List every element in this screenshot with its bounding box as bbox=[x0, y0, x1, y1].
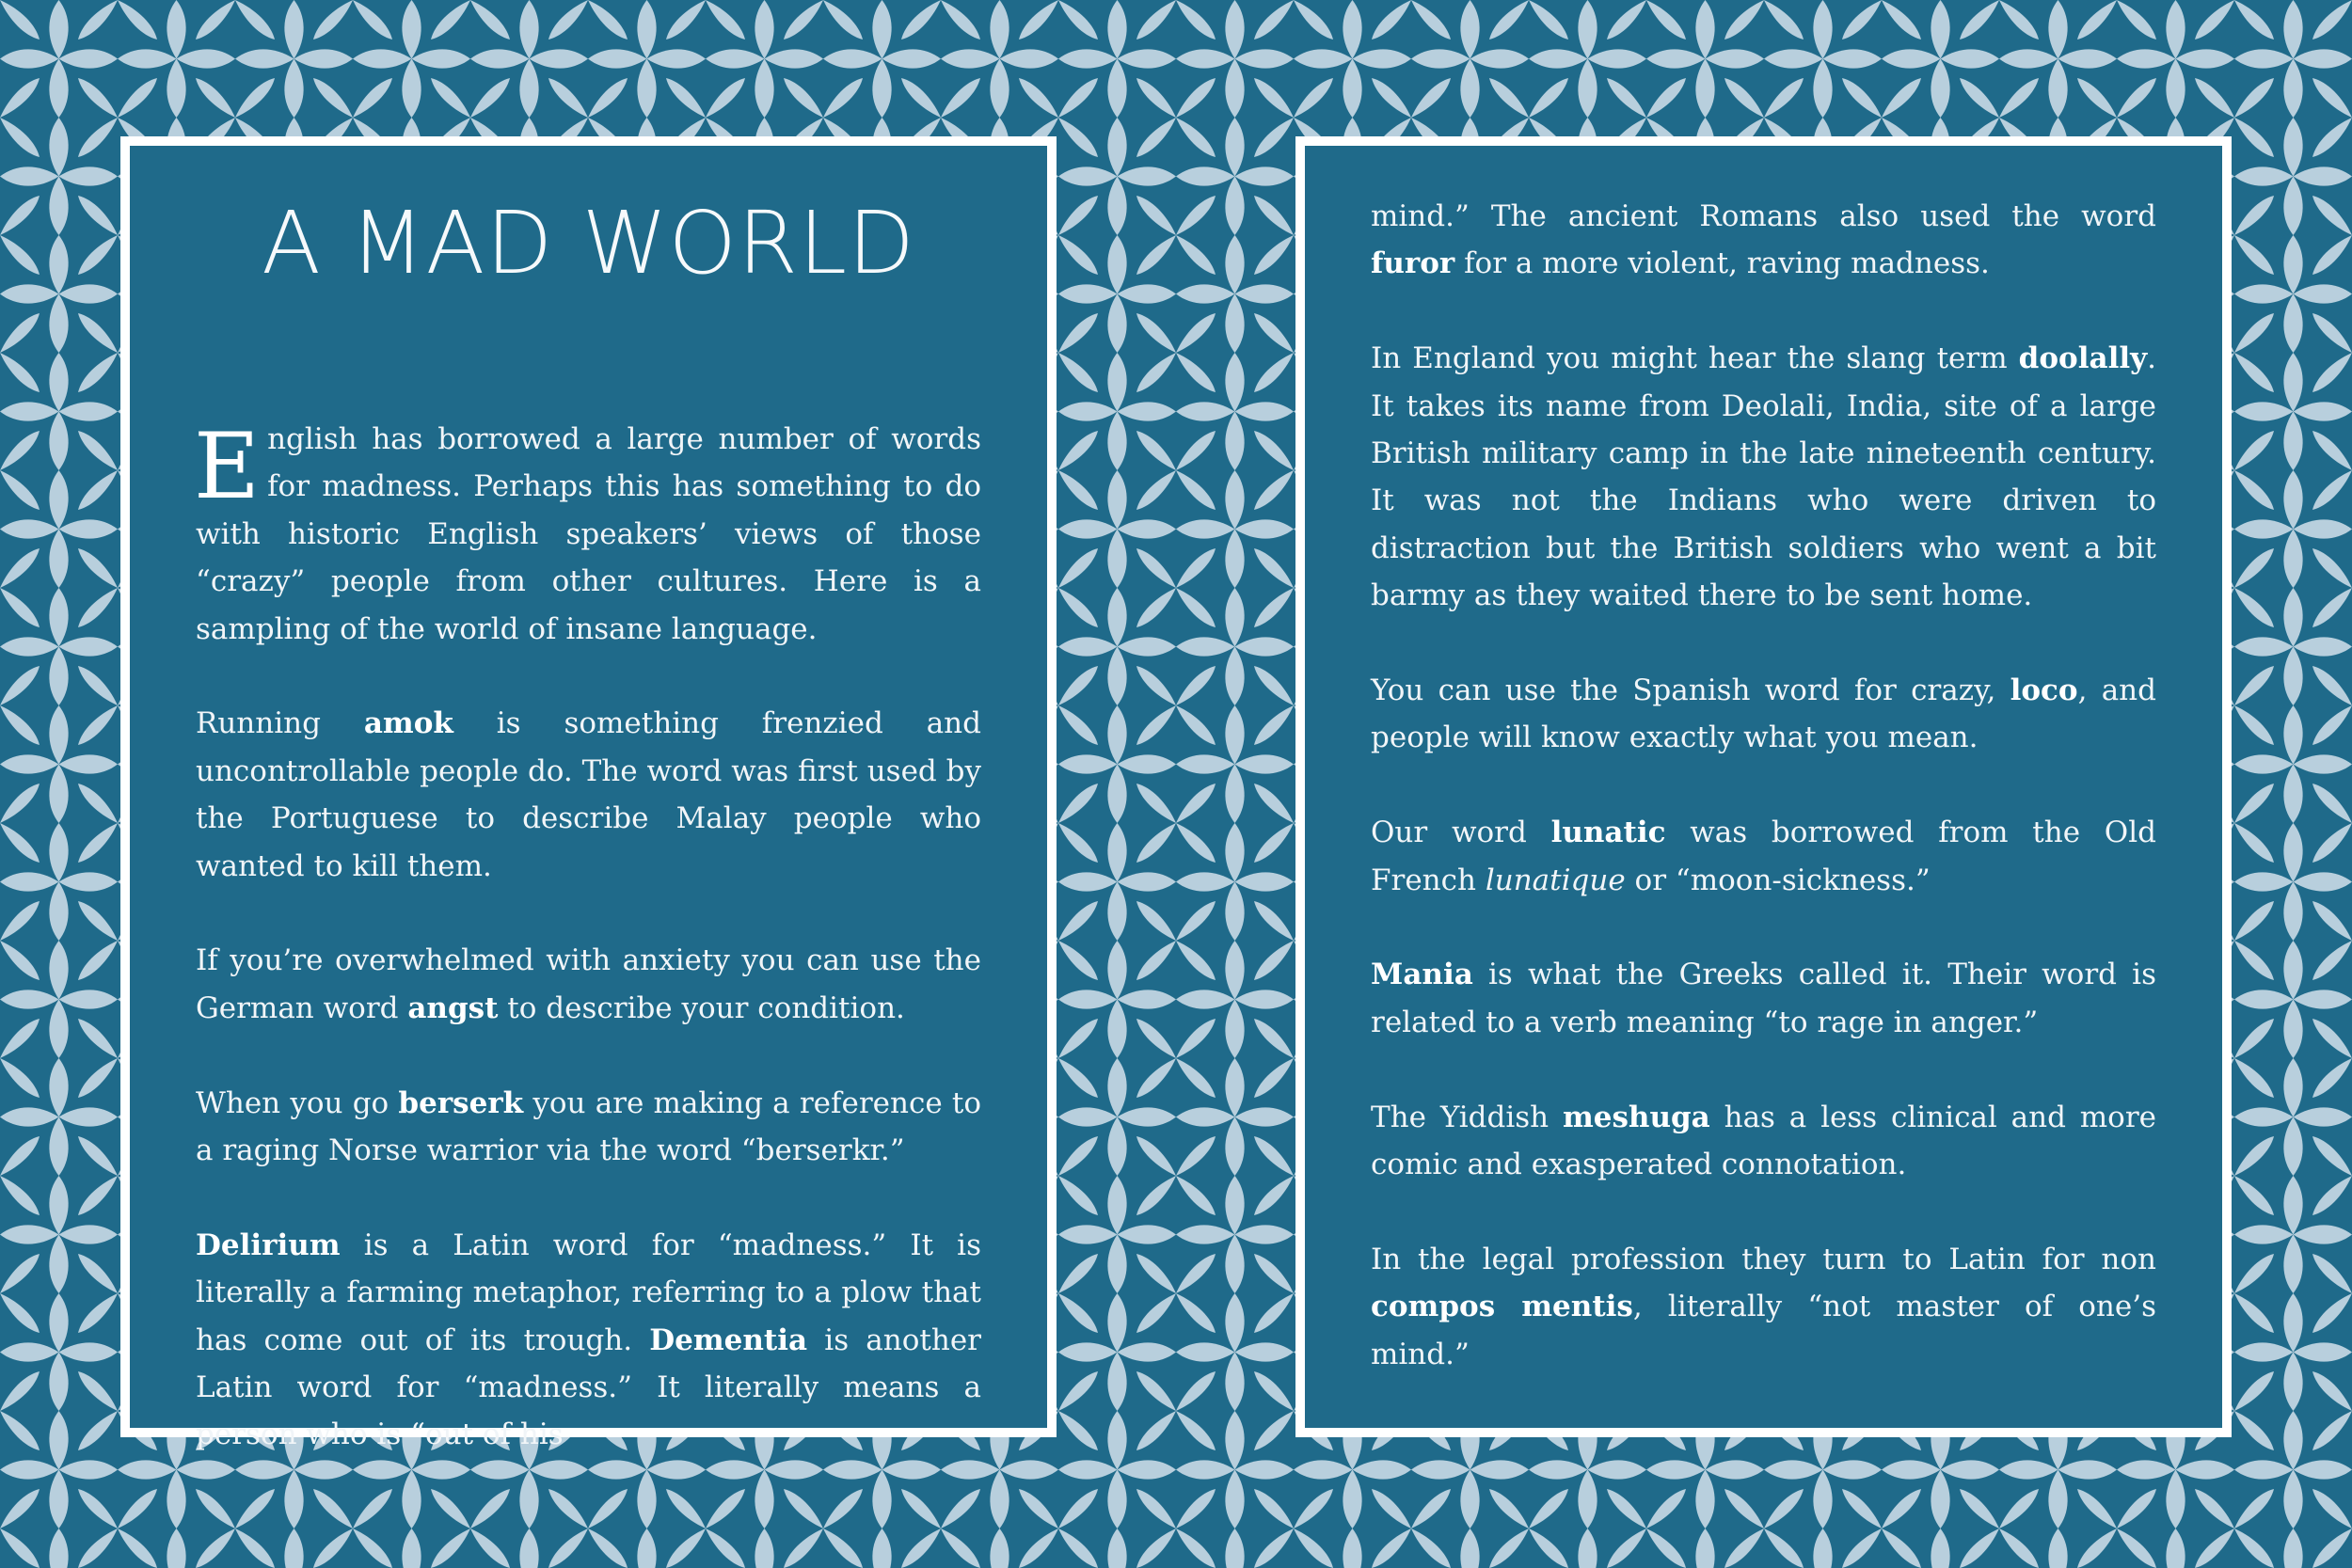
drop-cap: E bbox=[194, 414, 261, 519]
intro-paragraph: English has borrowed a large number of words for madness. Perhaps this has something to do with historic English speakers’ views of those “crazy” people from other cultures. Here is a sampling of the world of insane language. bbox=[194, 414, 981, 646]
compos-mentis-paragraph: In the legal profession they turn to Latin for non compos mentis, literally “not master of one’s mind.” bbox=[1371, 1242, 2157, 1371]
term-dementia: Dementia bbox=[649, 1323, 808, 1357]
term-doolally: doolally bbox=[2018, 341, 2148, 376]
term-delirium: Delirium bbox=[196, 1227, 341, 1262]
term-compos-mentis: compos mentis bbox=[1371, 1290, 1633, 1324]
delirium-paragraph: Delirium is a Latin word for “madness.” It is literally a farming metaphor, referring to a plow that has come out of its trough. Dementia is another Latin word for “madness.” It literally means a person who is “out of his bbox=[196, 1227, 981, 1452]
angst-paragraph: If you’re overwhelmed with anxiety you can use the German word angst to describe your condition. bbox=[196, 943, 981, 1025]
left-page-panel bbox=[120, 136, 1057, 1452]
right-page-panel bbox=[1295, 136, 2232, 1437]
term-amok: amok bbox=[363, 706, 453, 741]
right-page-text bbox=[1371, 193, 2156, 1378]
lunatic-paragraph: Our word lunatic was borrowed from the Old French lunatique or “moon-sickness.” bbox=[1371, 816, 2156, 897]
term-lunatic: lunatic bbox=[1550, 816, 1666, 850]
term-angst: angst bbox=[407, 990, 499, 1025]
term-mania: Mania bbox=[1371, 958, 1473, 992]
mania-paragraph: Mania is what the Greeks called it. Their word is related to a verb meaning “to rage in anger.” bbox=[1371, 958, 2156, 1039]
term-meshuga: meshuga bbox=[1562, 1100, 1710, 1134]
term-lunatique: lunatique bbox=[1485, 863, 1626, 897]
loco-paragraph: You can use the Spanish word for crazy, loco, and people will know exactly what you mean. bbox=[1371, 673, 2156, 755]
meshuga-paragraph: The Yiddish meshuga has a less clinical and more comic and exasperated connotation. bbox=[1371, 1100, 2156, 1182]
term-berserk: berserk bbox=[398, 1085, 524, 1120]
doolally-paragraph: In England you might hear the slang term doolally. It takes its name from Deolali, India, site of a large British military camp in the late nineteenth century. It was not the Indians who were driven to distraction but the British soldiers who went a bit barmy as they waited there to be sent home. bbox=[1371, 341, 2156, 613]
berserk-paragraph: When you go berserk you are making a reference to a raging Norse warrior via the word “berserkr.” bbox=[196, 1085, 981, 1168]
term-furor: furor bbox=[1371, 246, 1455, 281]
page-title: A MAD WORLD bbox=[262, 193, 915, 293]
left-page-text bbox=[196, 416, 981, 1459]
amok-paragraph: Running amok is something frenzied and uncontrollable people do. The word was first used by the Portuguese to describe Malay people who wanted to kill them. bbox=[196, 706, 981, 883]
term-loco: loco bbox=[2010, 673, 2078, 708]
furor-paragraph: mind.” The ancient Romans also used the word furor for a more violent, raving madness. bbox=[1371, 199, 2156, 281]
